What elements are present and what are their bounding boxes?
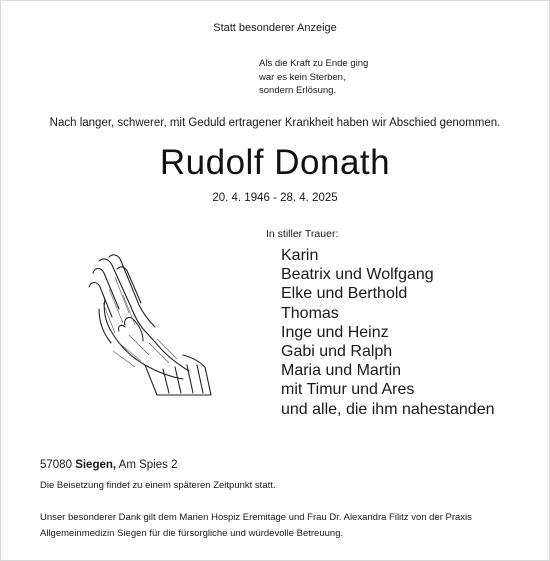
mourning-label: In stiller Trauer:: [266, 228, 339, 240]
thanks-note: [40, 510, 472, 541]
poem-line: sondern Erlösung.: [259, 85, 337, 96]
mourner-name: Thomas: [281, 304, 339, 322]
thanks-line: Unser besonderer Dank gilt dem Marien Hospiz Eremitage und Frau Dr. Alexandra Filitz von der Praxis: [40, 512, 472, 523]
mourner-name: Gabi und Ralph: [281, 343, 393, 361]
notice-header: Statt besonderer Anzeige: [213, 22, 337, 34]
address-postcode: 57080: [40, 459, 72, 471]
mourners-list: [281, 246, 495, 419]
life-dates: 20. 4. 1946 - 28. 4. 2025: [212, 192, 338, 204]
praying-hands-icon: [79, 247, 216, 407]
poem-line: war es kein Sterben,: [259, 71, 346, 83]
mourner-name: Beatrix und Wolfgang: [281, 266, 434, 284]
mourner-name: Inge und Heinz: [281, 323, 389, 341]
mourner-name: Karin: [281, 247, 319, 264]
address: [40, 459, 177, 471]
address-city: Siegen,: [75, 459, 117, 471]
address-street: Am Spies 2: [118, 459, 178, 471]
poem: [259, 57, 368, 98]
mourner-name: und alle, die ihm nahestanden: [281, 400, 495, 418]
poem-line: Als die Kraft zu Ende ging: [259, 58, 369, 69]
deceased-name: Rudolf Donath: [159, 143, 391, 182]
intro-text: Nach langer, schwerer, mit Geduld ertragener Krankheit haben wir Abschied genommen.: [49, 117, 501, 129]
mourner-name: mit Timur und Ares: [281, 381, 415, 399]
mourner-name: Elke und Berthold: [281, 285, 408, 303]
mourner-name: Maria und Martin: [281, 362, 402, 380]
burial-note: Die Beisetzung findet zu einem späteren Zeitpunkt statt.: [40, 480, 276, 491]
thanks-line: Allgemeinmedizin Siegen für die fürsorgliche und würdevolle Betreuung.: [40, 527, 344, 539]
